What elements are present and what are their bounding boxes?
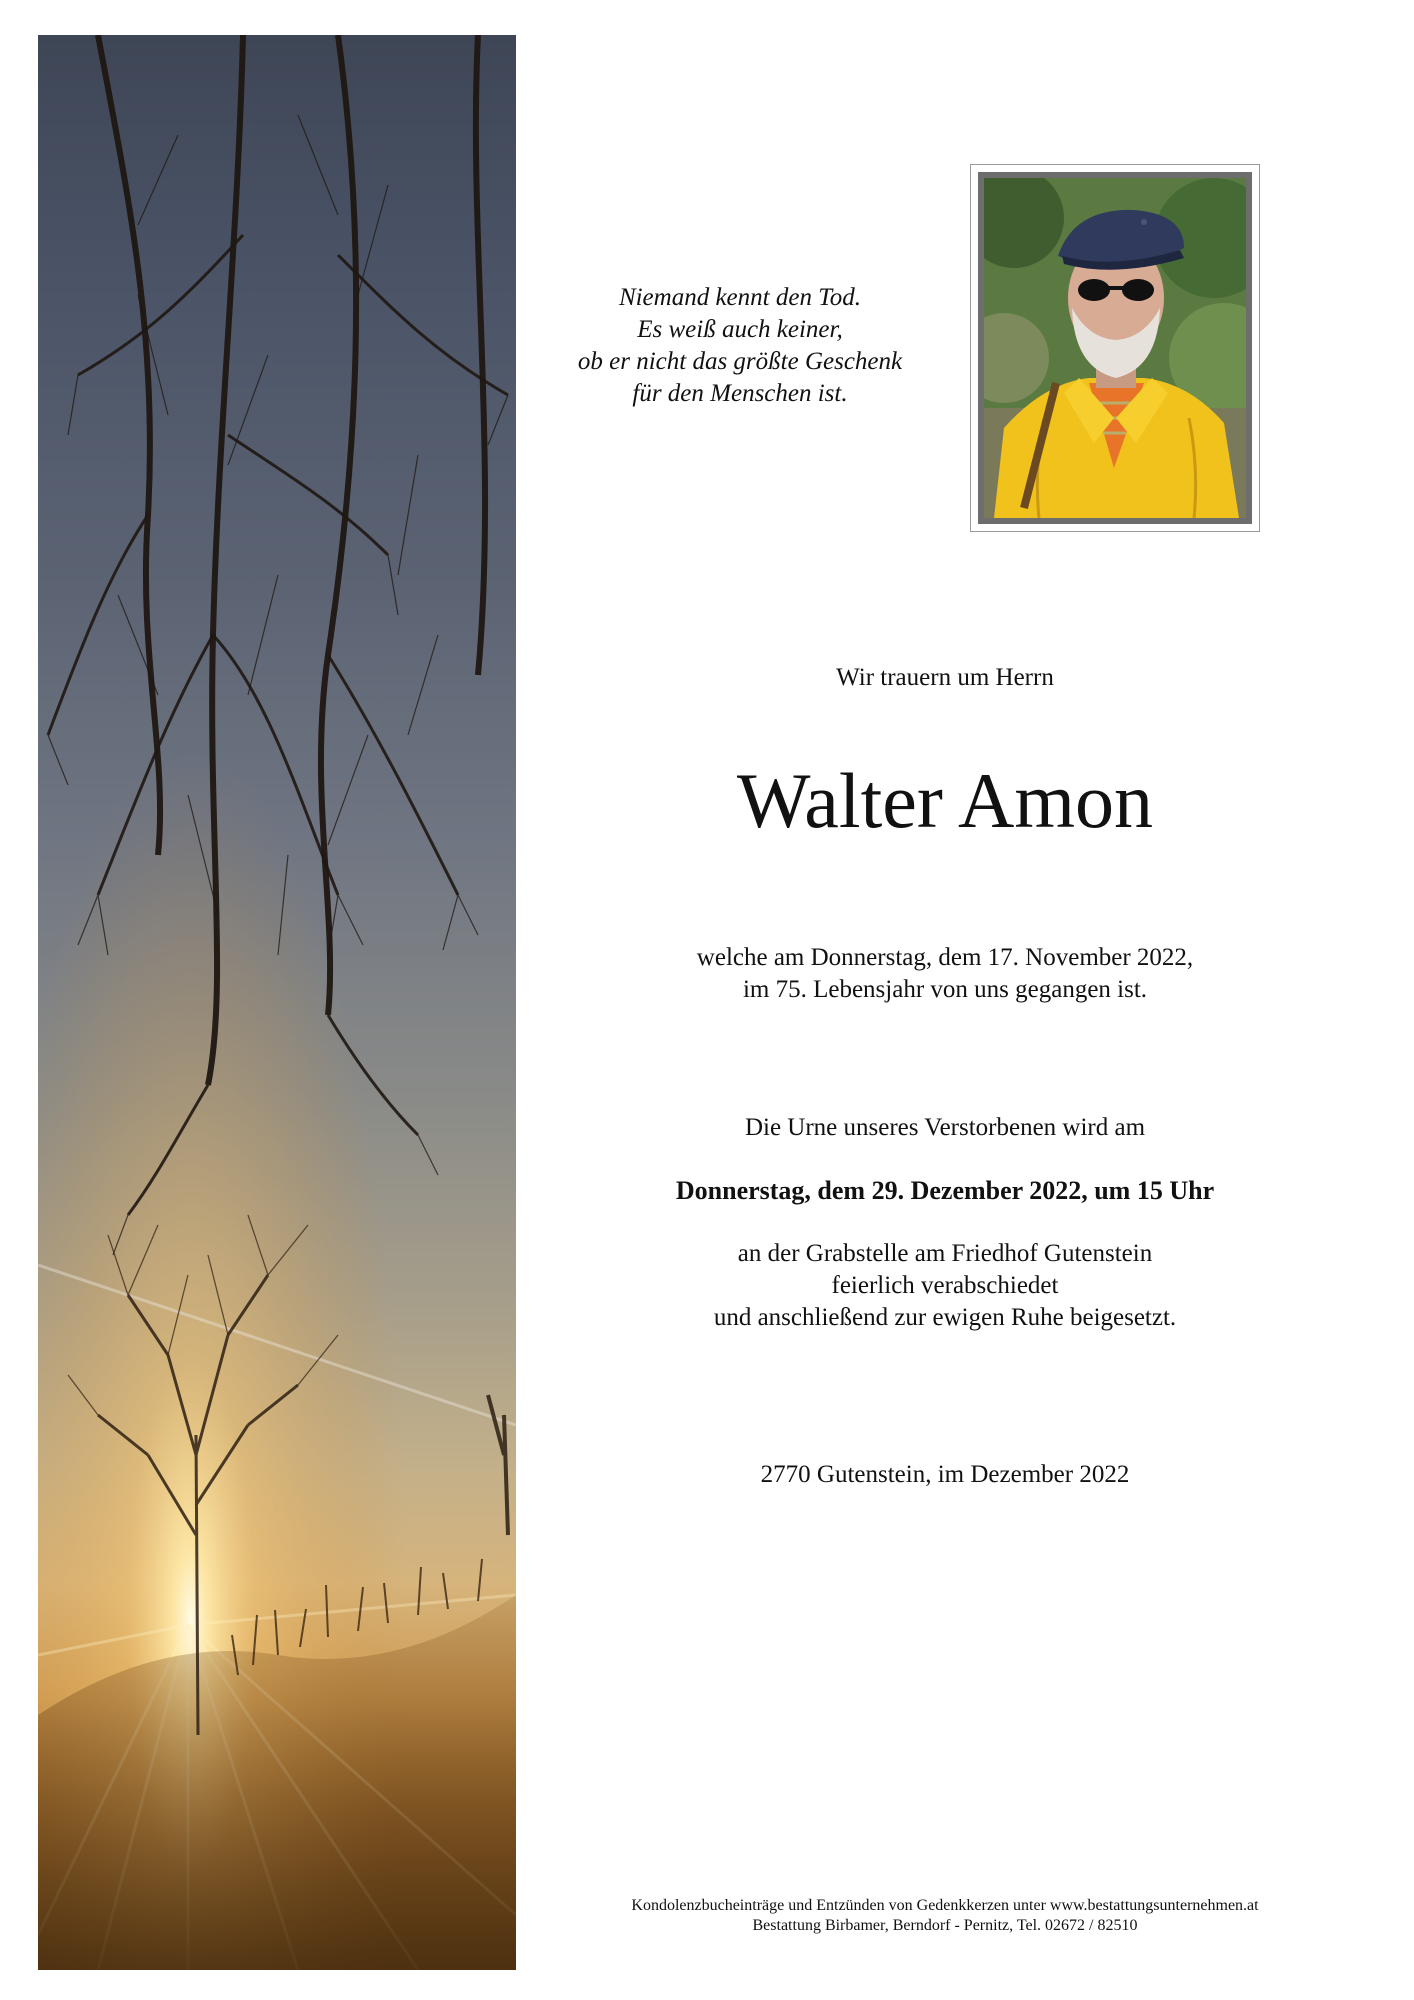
passing-line: welche am Donnerstag, dem 17. November 2022, (696, 944, 1194, 971)
footer-line: Kondolenzbucheinträge und Entzünden von Gedenkkerzen unter www.bestattungsunternehmen.at (631, 1897, 1259, 1914)
ceremony-line: feierlich verabschiedet (831, 1272, 1059, 1299)
footer-line: Bestattung Birbamer, Berndorf - Pernitz, Tel. 02672 / 82510 (752, 1917, 1138, 1934)
quote-line: für den Menschen ist. (632, 380, 848, 407)
urn-text: Die Urne unseres Verstorbenen wird am (744, 1114, 1146, 1141)
portrait-illustration (984, 178, 1246, 518)
name-text: Walter Amon (736, 757, 1154, 844)
passing-line: im 75. Lebensjahr von uns gegangen ist. (742, 976, 1148, 1003)
portrait-frame (970, 164, 1260, 532)
ceremony-details (600, 1238, 1290, 1334)
place-date-text: 2770 Gutenstein, im Dezember 2022 (760, 1461, 1130, 1488)
quote-line: ob er nicht das größte Geschenk (577, 348, 903, 375)
ceremony-line: und anschließend zur ewigen Ruhe beigesetzt. (713, 1304, 1177, 1331)
ceremony-date (600, 1175, 1290, 1207)
tree-branches-illustration (38, 35, 516, 1970)
mourning-intro (600, 662, 1290, 694)
portrait-mat (978, 172, 1252, 524)
passing-details (600, 942, 1290, 1006)
sunset-tree-photo (38, 35, 516, 1970)
funeral-home-footer (600, 1896, 1290, 1936)
memorial-quote (530, 282, 950, 410)
ceremony-date-text: Donnerstag, dem 29. Dezember 2022, um 15 Uhr (675, 1176, 1215, 1205)
urn-announcement (600, 1112, 1290, 1144)
place-and-date (600, 1459, 1290, 1491)
deceased-name (600, 755, 1290, 847)
portrait-photo (984, 178, 1246, 518)
quote-line: Niemand kennt den Tod. (618, 284, 862, 311)
ceremony-line: an der Grabstelle am Friedhof Gutenstein (737, 1240, 1153, 1267)
intro-text: Wir trauern um Herrn (836, 664, 1054, 691)
quote-line: Es weiß auch keiner, (637, 316, 843, 343)
